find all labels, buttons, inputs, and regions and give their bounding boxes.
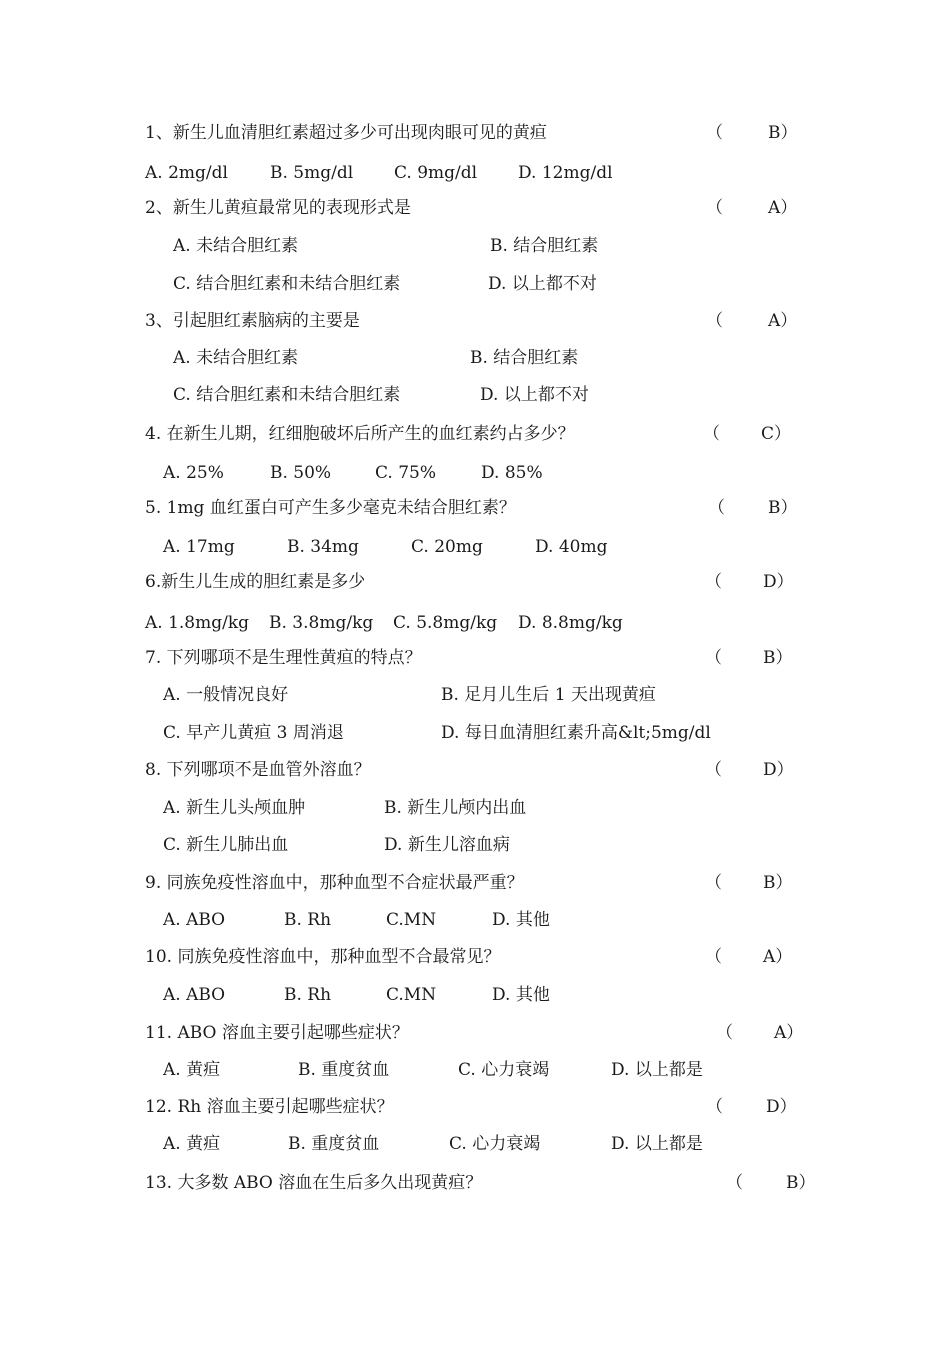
option: B. Rh — [284, 985, 332, 1005]
option: D. 其他 — [492, 985, 550, 1005]
open-paren: （ — [708, 498, 725, 518]
option: B. Rh — [284, 910, 332, 930]
option: C. 早产儿黄疸 3 周消退 — [163, 723, 344, 743]
answer-value: D） — [766, 1097, 797, 1117]
option: B. 34mg — [287, 537, 359, 557]
option: D. 每日血清胆红素升高&lt;5mg/dl — [441, 723, 711, 743]
option: B. 50% — [270, 463, 332, 483]
open-paren: （ — [716, 1023, 733, 1043]
option: A. 1.8mg/kg — [145, 613, 250, 633]
option: D. 以上都是 — [611, 1134, 703, 1154]
option: C. 75% — [375, 463, 436, 483]
option: D. 12mg/dl — [518, 163, 613, 183]
option: A. 新生儿头颅血肿 — [163, 798, 306, 818]
option: A. 黄疸 — [163, 1134, 221, 1154]
question-text: 3、引起胆红素脑病的主要是 — [145, 311, 360, 331]
answer-value: A） — [763, 947, 793, 967]
option: B. 重度贫血 — [288, 1134, 380, 1154]
option: A. ABO — [163, 910, 226, 930]
open-paren: （ — [705, 947, 722, 967]
open-paren: （ — [706, 1097, 723, 1117]
open-paren: （ — [726, 1173, 743, 1193]
answer-value: B） — [763, 648, 793, 668]
option: C. 心力衰竭 — [458, 1060, 550, 1080]
option: B. 新生儿颅内出血 — [384, 798, 527, 818]
question-text: 4. 在新生儿期，红细胞破坏后所产生的血红素约占多少？ — [145, 424, 575, 444]
answer-value: B） — [786, 1173, 816, 1193]
option: C. 5.8mg/kg — [393, 613, 498, 633]
option: A. 25% — [163, 463, 224, 483]
option: C. 新生儿肺出血 — [163, 835, 289, 855]
option: A. 2mg/dl — [145, 163, 228, 183]
answer-value: B） — [768, 123, 798, 143]
option: C.MN — [386, 985, 437, 1005]
option: D. 以上都不对 — [488, 274, 597, 294]
open-paren: （ — [705, 648, 722, 668]
option: D. 其他 — [492, 910, 550, 930]
question-text: 6.新生儿生成的胆红素是多少 — [145, 572, 366, 592]
open-paren: （ — [705, 873, 722, 893]
answer-value: A） — [768, 198, 798, 218]
question-text: 10. 同族免疫性溶血中，那种血型不合最常见？ — [145, 947, 501, 967]
option: A. 未结合胆红素 — [173, 348, 299, 368]
question-text: 9. 同族免疫性溶血中，那种血型不合症状最严重？ — [145, 873, 524, 893]
option: C. 结合胆红素和未结合胆红素 — [173, 385, 401, 405]
answer-value: A） — [774, 1023, 804, 1043]
open-paren: （ — [706, 311, 723, 331]
option: C. 20mg — [411, 537, 483, 557]
option: A. 未结合胆红素 — [173, 236, 299, 256]
answer-value: D） — [763, 572, 794, 592]
option: B. 足月儿生后 1 天出现黄疸 — [441, 685, 656, 705]
option: D. 以上都不对 — [480, 385, 589, 405]
question-text: 1、新生儿血清胆红素超过多少可出现肉眼可见的黄疸 — [145, 123, 547, 143]
answer-value: B） — [763, 873, 793, 893]
option: B. 重度贫血 — [298, 1060, 390, 1080]
question-text: 8. 下列哪项不是血管外溶血？ — [145, 760, 371, 780]
option: C. 心力衰竭 — [449, 1134, 541, 1154]
option: D. 以上都是 — [611, 1060, 703, 1080]
open-paren: （ — [706, 198, 723, 218]
question-text: 13. 大多数 ABO 溶血在生后多久出现黄疸？ — [145, 1173, 483, 1193]
question-text: 2、新生儿黄疸最常见的表现形式是 — [145, 198, 411, 218]
answer-value: D） — [763, 760, 794, 780]
option: A. 一般情况良好 — [163, 685, 289, 705]
option: D. 85% — [481, 463, 543, 483]
answer-value: C） — [761, 424, 792, 444]
option: D. 8.8mg/kg — [518, 613, 623, 633]
question-text: 5. 1mg 血红蛋白可产生多少毫克未结合胆红素？ — [145, 498, 516, 518]
open-paren: （ — [705, 760, 722, 780]
option: C. 9mg/dl — [394, 163, 478, 183]
option: B. 5mg/dl — [270, 163, 354, 183]
option: D. 新生儿溶血病 — [384, 835, 510, 855]
question-text: 12. Rh 溶血主要引起哪些症状？ — [145, 1097, 394, 1117]
answer-value: A） — [768, 311, 798, 331]
option: D. 40mg — [535, 537, 608, 557]
open-paren: （ — [706, 123, 723, 143]
option: A. 17mg — [163, 537, 235, 557]
question-text: 7. 下列哪项不是生理性黄疸的特点？ — [145, 648, 422, 668]
open-paren: （ — [705, 572, 722, 592]
option: C. 结合胆红素和未结合胆红素 — [173, 274, 401, 294]
question-text: 11. ABO 溶血主要引起哪些症状？ — [145, 1023, 409, 1043]
answer-value: B） — [768, 498, 798, 518]
open-paren: （ — [703, 424, 720, 444]
option: B. 3.8mg/kg — [269, 613, 374, 633]
option: B. 结合胆红素 — [490, 236, 599, 256]
option: A. 黄疸 — [163, 1060, 221, 1080]
option: C.MN — [386, 910, 437, 930]
option: A. ABO — [163, 985, 226, 1005]
option: B. 结合胆红素 — [470, 348, 579, 368]
